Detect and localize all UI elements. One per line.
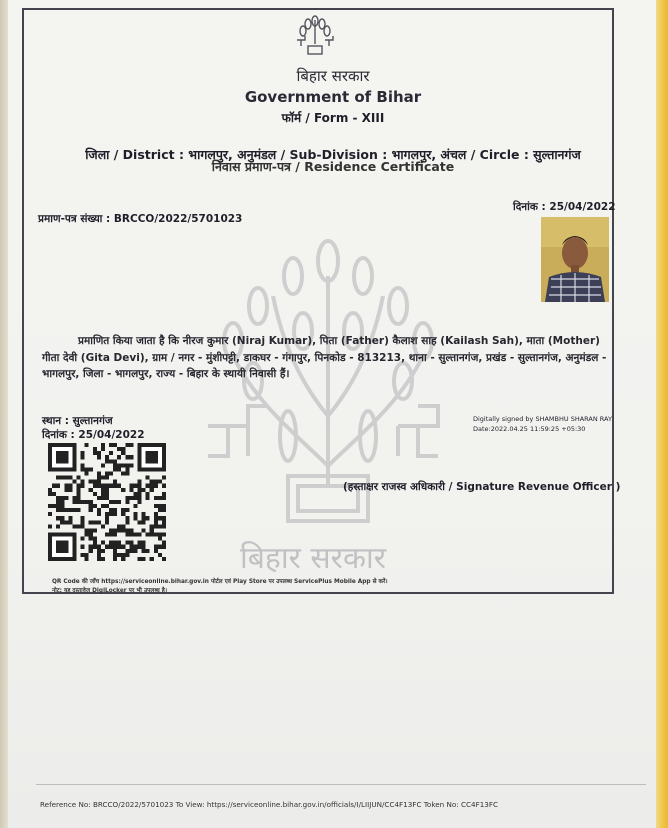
footer-reference: Reference No: BRCCO/2022/5701023 To View: https://serviceonline.bihar.gov.in/officials/I/LIIJUN/CC4F13FC Token No: CC4F13FC [40,800,499,809]
digilocker-note: नोट: यह दस्तावेज़ DigiLocker पर भी उपलब्ध है। [52,588,168,594]
title-english: Government of Bihar [244,88,422,106]
certificate-body [42,333,614,383]
bihar-emblem-icon [293,14,337,58]
place-of-issue: स्थान : सुल्तानगंज [42,415,113,427]
district-line: जिला / District : भागलपुर, अनुमंडल / Sub-Division : भागलपुर, अंचल / Circle : सुल्तानगंज [85,147,581,162]
document-page [8,0,656,828]
footer-divider [36,784,646,785]
watermark-text: बिहार सरकार [240,541,387,576]
bodhi-tree-watermark [198,236,458,566]
certificate-number: प्रमाण-पत्र संख्या : BRCCO/2022/5701023 [38,213,243,225]
digital-signature-date: Date:2022.04.25 11:59:25 +05:30 [473,425,586,433]
title-hindi: बिहार सरकार [296,67,370,85]
signature-label: (हस्ताक्षर राजस्व अधिकारी / Signature Revenue Officer ) [343,481,621,493]
applicant-photo [541,217,609,302]
digital-signature-name: Digitally signed by SHAMBHU SHARAN RAY [473,415,612,423]
certificate-body-text: प्रमाणित किया जाता है कि नीरज कुमार (Niraj Kumar), पिता (Father) कैलाश साह (Kailash Sah), माता (Mother) गीता देवी (Gita Devi), ग्राम / नगर - मुंशीपट्टी, डाकघर - गंगापुर, पिनकोड - 813213, थाना - सुल्तानगंज, प्रखंड - सुल्तानगंज, अनुमंडल - भागलपुर, जिला - भागलपुर, राज्य - बिहार के स्थायी निवासी हैं। [42,335,607,380]
issue-date-bottom: दिनांक : 25/04/2022 [42,429,145,441]
certificate-title: निवास प्रमाण-पत्र / Residence Certificate [211,159,455,174]
qr-code[interactable] [48,443,166,561]
form-number: फॉर्म / Form - XIII [281,111,385,125]
qr-verification-note: QR Code की जाँच https://serviceonline.bihar.gov.in पोर्टल एवं Play Store पर उपलब्ध ServicePlus Mobile App से करें। [52,579,388,585]
issue-date: दिनांक : 25/04/2022 [513,201,616,213]
